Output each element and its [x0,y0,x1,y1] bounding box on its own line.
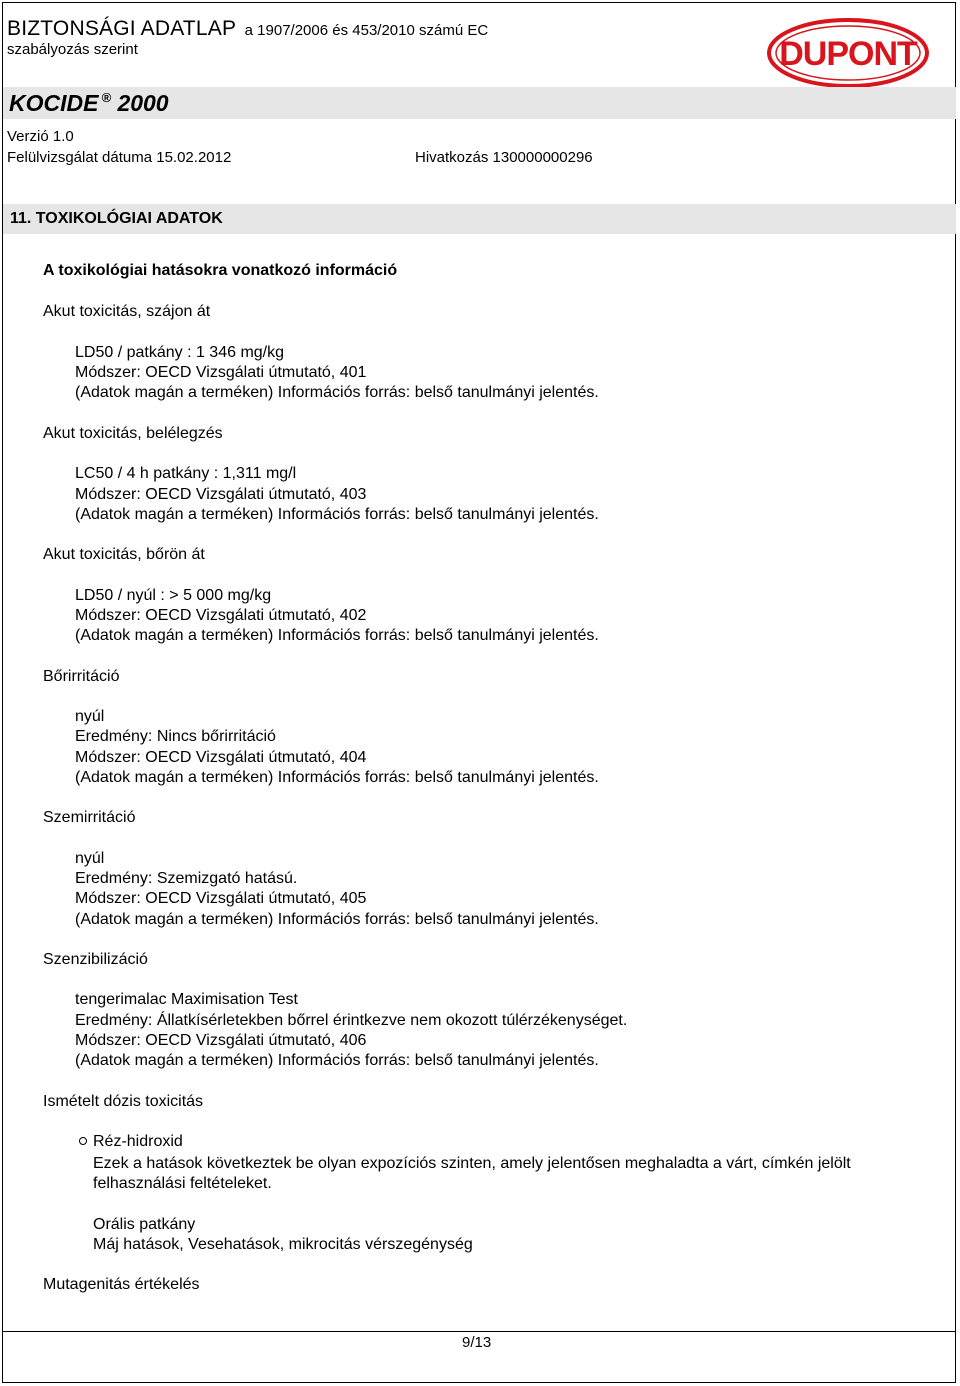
eye-irritation-method: Módszer: OECD Vizsgálati útmutató, 405 [75,890,367,907]
dermal-ld50: LD50 / nyúl : > 5 000 mg/kg [75,587,272,604]
inhalation-toxicity-heading: Akut toxicitás, belélegzés [43,425,223,442]
eye-irritation-source: (Adatok magán a terméken) Információs forrás: belső tanulmányi jelentés. [75,911,599,928]
sensitization-test: tengerimalac Maximisation Test [75,991,298,1008]
dermal-toxicity-heading: Akut toxicitás, bőrön át [43,546,205,563]
product-bar [3,87,956,119]
skin-irritation-result: Eredmény: Nincs bőrirritáció [75,728,276,745]
repeated-dose-effects: Máj hatások, Vesehatások, mikrocitás vérszegénység [93,1236,473,1253]
version: Verzió 1.0 [7,128,74,145]
registered-mark: ® [101,90,112,106]
eye-irritation-heading: Szemirritáció [43,809,136,826]
dermal-method: Módszer: OECD Vizsgálati útmutató, 402 [75,607,367,624]
product-name: KOCIDE ® 2000 [9,90,169,116]
bullet-icon [79,1137,87,1145]
regulation-line-1: a 1907/2006 és 453/2010 számú EC [244,22,489,39]
skin-irritation-method: Módszer: OECD Vizsgálati útmutató, 404 [75,749,367,766]
dermal-source: (Adatok magán a terméken) Információs forrás: belső tanulmányi jelentés. [75,627,599,644]
oral-source: (Adatok magán a terméken) Információs forrás: belső tanulmányi jelentés. [75,384,599,401]
oral-toxicity-heading: Akut toxicitás, szájon át [43,303,211,320]
footer-divider [3,1331,956,1332]
inhalation-lc50: LC50 / 4 h patkány : 1,311 mg/l [75,465,297,482]
document-title-row [7,17,488,41]
inhalation-source: (Adatok magán a terméken) Információs forrás: belső tanulmányi jelentés. [75,506,599,523]
oral-ld50: LD50 / patkány : 1 346 mg/kg [75,344,285,361]
product-number: 2000 [117,90,169,116]
svg-text:DUPONT: DUPONT [779,35,917,73]
skin-irritation-heading: Bőrirritáció [43,668,120,685]
dupont-logo [767,18,929,88]
mutagenicity-heading: Mutagenitás értékelés [43,1276,200,1293]
repeated-dose-substance: Réz-hidroxid [93,1133,183,1150]
repeated-dose-text-line-1: Ezek a hatások következtek be olyan expozíciós szinten, amely jelentősen meghaladta a várt, címkén jelölt [93,1155,851,1172]
inhalation-method: Módszer: OECD Vizsgálati útmutató, 403 [75,486,367,503]
skin-irritation-source: (Adatok magán a terméken) Információs forrás: belső tanulmányi jelentés. [75,769,599,786]
section-subtitle: A toxikológiai hatásokra vonatkozó információ [43,262,398,279]
repeated-dose-route: Orális patkány [93,1216,196,1233]
eye-irritation-species: nyúl [75,850,105,867]
eye-irritation-result: Eredmény: Szemizgató hatású. [75,870,298,887]
section-title: 11. TOXIKOLÓGIAI ADATOK [10,210,223,227]
repeated-dose-text-line-2: felhasználási feltételeket. [93,1175,272,1192]
sensitization-result: Eredmény: Állatkísérletekben bőrrel érintkezve nem okozott túlérzékenységet. [75,1012,628,1029]
sensitization-method: Módszer: OECD Vizsgálati útmutató, 406 [75,1032,367,1049]
regulation-line-2: szabályozás szerint [7,41,138,58]
sensitization-heading: Szenzibilizáció [43,951,148,968]
section-header [3,204,956,234]
repeated-dose-heading: Ismételt dózis toxicitás [43,1093,204,1110]
reference-number: Hivatkozás 130000000296 [415,149,593,166]
oral-method: Módszer: OECD Vizsgálati útmutató, 401 [75,364,367,381]
review-date: Felülvizsgálat dátuma 15.02.2012 [7,149,232,166]
sensitization-source: (Adatok magán a terméken) Információs forrás: belső tanulmányi jelentés. [75,1052,599,1069]
page-number: 9/13 [462,1334,492,1351]
document-title: BIZTONSÁGI ADATLAP [7,17,237,40]
skin-irritation-species: nyúl [75,708,105,725]
